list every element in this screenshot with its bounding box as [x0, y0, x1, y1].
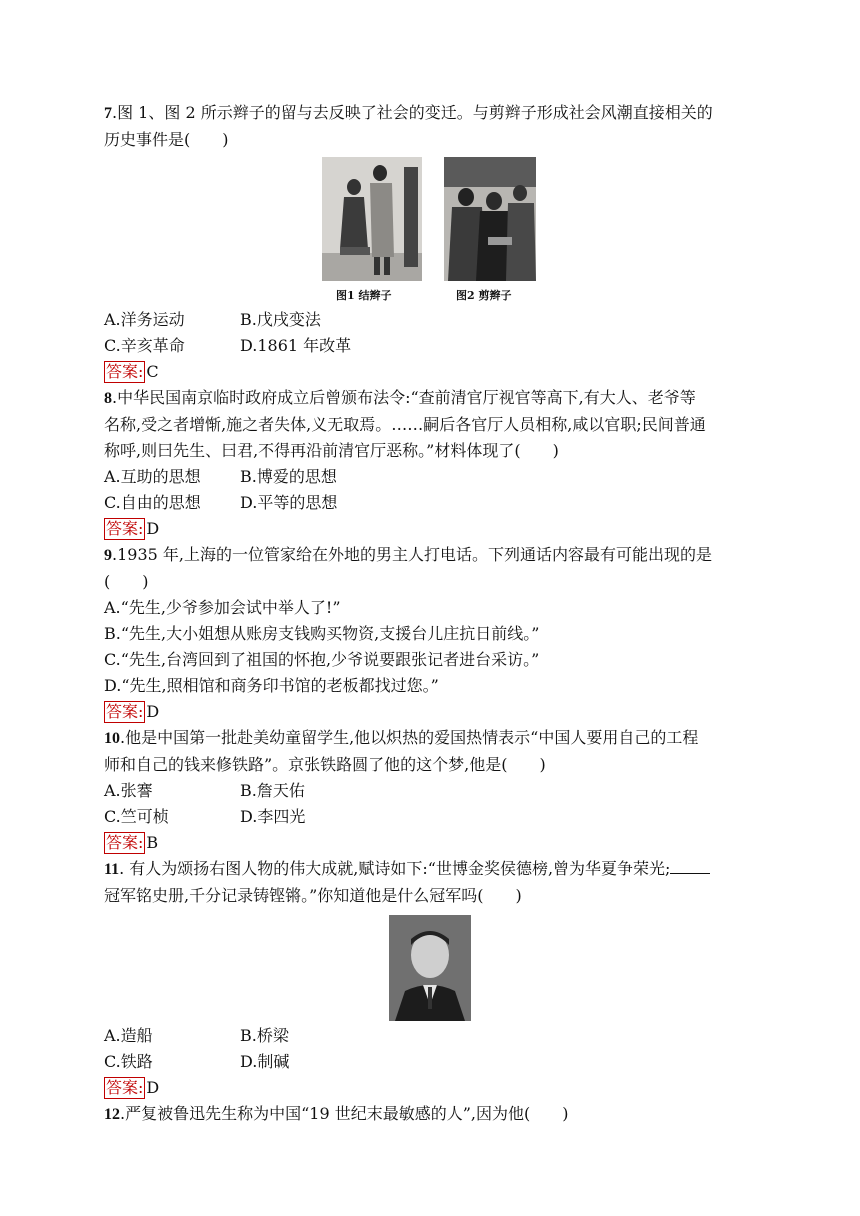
question-8	[104, 385, 764, 542]
options-row	[104, 490, 764, 516]
question-text: 称呼,则曰先生、曰君,不得再沿前清官厅恶称。”材料体现了( )	[104, 441, 559, 460]
answer-line	[104, 699, 764, 725]
question-12	[104, 1101, 764, 1128]
figure-1-caption: 图1 结辫子	[336, 289, 392, 302]
option-b: B.桥梁	[240, 1026, 289, 1045]
answer-label: 答案:	[106, 833, 144, 852]
answer-value: C	[146, 362, 159, 381]
option-a: A.造船	[104, 1026, 153, 1045]
answer-label: 答案:	[106, 702, 144, 721]
options-row	[104, 464, 764, 490]
fill-blank	[670, 857, 710, 874]
option-d: D.平等的思想	[240, 493, 338, 512]
option-a: A.互助的思想	[104, 467, 201, 486]
option-b: B.詹天佑	[240, 781, 305, 800]
question-text: ( )	[104, 572, 149, 591]
option-b: B.博爱的思想	[240, 467, 337, 486]
answer-value: D	[146, 519, 160, 538]
option-a: A.洋务运动	[104, 310, 185, 329]
option-c: C.辛亥革命	[104, 336, 185, 355]
option-d: D.制碱	[240, 1052, 290, 1071]
figure-2-caption: 图2 剪辫子	[456, 289, 512, 302]
question-text: 12.严复被鲁迅先生称为中国“19 世纪末最敏感的人”,因为他( )	[104, 1104, 569, 1123]
option-c: C.竺可桢	[104, 807, 169, 826]
option-c: C.铁路	[104, 1052, 153, 1071]
option-a: A.“先生,少爷参加会试中举人了!”	[104, 598, 341, 617]
answer-value: D	[146, 702, 160, 721]
option-d: D.李四光	[240, 807, 306, 826]
question-text: 名称,受之者增惭,施之者失体,义无取焉。……嗣后各官厅人员相称,咸以官职;民间普通	[104, 415, 706, 434]
option-d: D.“先生,照相馆和商务印书馆的老板都找过您。”	[104, 676, 439, 695]
answer-label: 答案:	[106, 1078, 144, 1097]
photo-braiding-icon	[322, 157, 422, 281]
options-row	[104, 778, 764, 804]
option-a: A.张謇	[104, 781, 153, 800]
question-text: 冠军铭史册,千分记录铸铿锵。”你知道他是什么冠军吗( )	[104, 886, 522, 905]
question-text: 历史事件是( )	[104, 130, 229, 149]
figure-row	[104, 909, 764, 1023]
question-9	[104, 542, 764, 725]
option-b: B.“先生,大小姐想从账房支钱购买物资,支援台儿庄抗日前线。”	[104, 624, 540, 643]
answer-label: 答案:	[106, 362, 144, 381]
question-text: 11. 有人为颂扬右图人物的伟大成就,赋诗如下:“世博金奖侯德榜,曾为华夏争荣光;	[104, 856, 764, 883]
question-text: 8.中华民国南京临时政府成立后曾颁布法令:“查前清官厅视官等高下,有大人、老爷等	[104, 388, 696, 407]
question-text: 9.1935 年,上海的一位管家给在外地的男主人打电话。下列通话内容最有可能出现的是	[104, 545, 712, 564]
answer-label: 答案:	[106, 519, 144, 538]
option-b: B.戊戌变法	[240, 310, 321, 329]
option-d: D.1861 年改革	[240, 336, 352, 355]
options-row	[104, 307, 764, 333]
answer-value: D	[146, 1078, 160, 1097]
figure-row	[104, 157, 764, 307]
question-text: 10.他是中国第一批赴美幼童留学生,他以炽热的爱国热情表示“中国人要用自己的工程	[104, 728, 699, 747]
options-row	[104, 1023, 764, 1049]
answer-line	[104, 830, 764, 856]
options-row	[104, 1049, 764, 1075]
portrait-photo-icon	[389, 915, 471, 1021]
answer-value: B	[146, 833, 159, 852]
answer-line	[104, 1075, 764, 1101]
question-text: 7.图 1、图 2 所示辫子的留与去反映了社会的变迁。与剪辫子形成社会风潮直接相关的	[104, 103, 713, 122]
question-10	[104, 725, 764, 856]
answer-line	[104, 359, 764, 385]
option-c: C.自由的思想	[104, 493, 201, 512]
options-row	[104, 804, 764, 830]
answer-line	[104, 516, 764, 542]
question-sheet	[104, 100, 764, 1128]
question-11	[104, 856, 764, 1101]
photo-cutting-icon	[444, 157, 536, 281]
option-c: C.“先生,台湾回到了祖国的怀抱,少爷说要跟张记者进台采访。”	[104, 650, 540, 669]
question-text: 师和自己的钱来修铁路”。京张铁路圆了他的这个梦,他是( )	[104, 755, 546, 774]
question-7	[104, 100, 764, 385]
options-row	[104, 333, 764, 359]
